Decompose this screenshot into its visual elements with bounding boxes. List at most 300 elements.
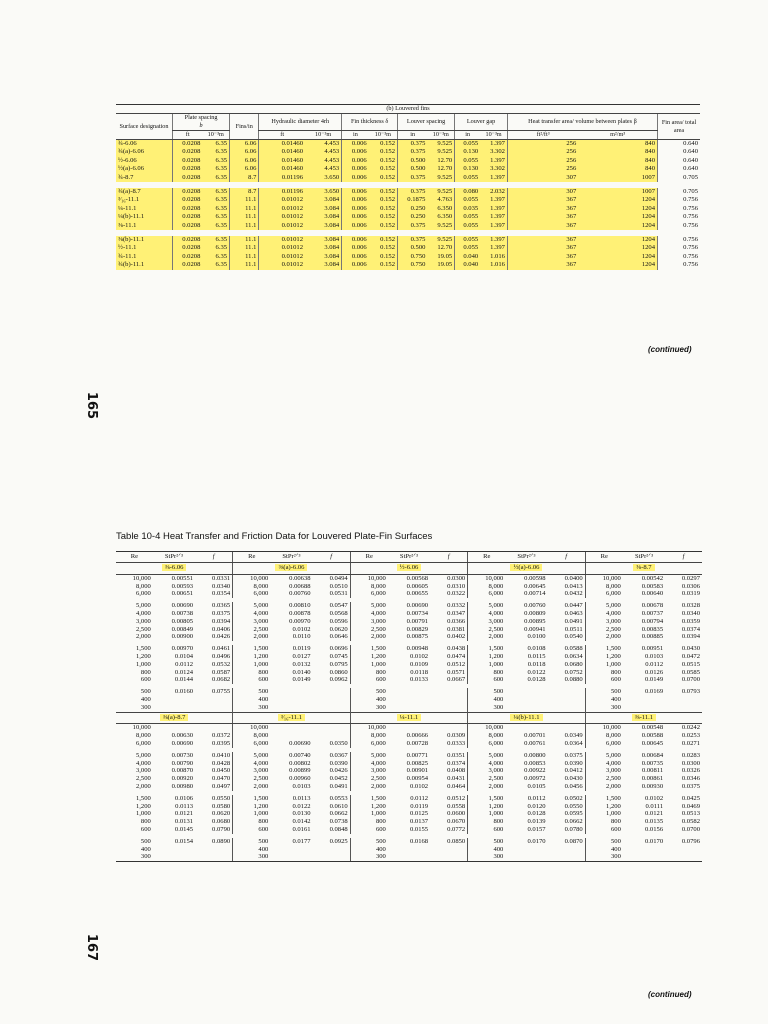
col-stpr: StPr²ᐟ³ — [505, 552, 547, 563]
f-cell: 0.0464 — [447, 782, 466, 790]
re-cell: 6,000 — [135, 590, 151, 598]
f-cell: 0.0374 — [681, 625, 700, 633]
stpr-cell: 0.00678 — [641, 602, 664, 610]
table-cell: 9.525 — [427, 140, 454, 149]
re-cell: 400 — [350, 696, 388, 704]
stpr-cell: 0.0154 — [174, 837, 194, 845]
re-cell: 1,000 — [585, 661, 623, 669]
col-heat-transfer-area: Heat transfer area/ volume between plates β — [507, 114, 657, 131]
stpr-cell — [505, 724, 547, 732]
re-cell: 400 — [468, 846, 506, 854]
table-cell: 6.35 — [202, 140, 229, 149]
stpr-cell — [270, 688, 312, 696]
geometry-table-body — [116, 140, 700, 270]
f-cell: 0.0430 — [681, 645, 700, 653]
table-cell: 0.152 — [369, 261, 398, 269]
re-cell: 800 — [350, 669, 388, 677]
table-cell: 0.756 — [658, 196, 701, 204]
re-cell: 400 — [585, 696, 623, 704]
table-cell: 6.35 — [202, 222, 229, 230]
page-number: 167 — [84, 933, 100, 962]
f-cell: 0.0322 — [447, 590, 466, 598]
stpr-cell: 0.00690 — [171, 602, 194, 610]
re-cell: 800 — [233, 669, 271, 677]
stpr-cell: 0.00972 — [524, 775, 546, 783]
stpr-cell: 0.00551 — [171, 574, 194, 582]
re-cell: 2,000 — [350, 633, 388, 641]
stpr-cell: 0.00870 — [171, 767, 194, 775]
table-cell: 6.35 — [202, 205, 229, 213]
f-cell: 0.0588 — [564, 645, 583, 653]
stpr-cell: 0.0103 — [292, 782, 311, 790]
f-cell: 0.0532 — [212, 660, 231, 668]
table-cell: 0.152 — [369, 244, 398, 252]
table-row — [116, 846, 702, 854]
re-cell: 600 — [140, 825, 151, 833]
re-cell: 2,500 — [468, 626, 506, 634]
table-cell: 0.01012 — [259, 205, 305, 213]
f-cell: 0.0796 — [681, 837, 700, 845]
stpr-cell: 0.0103 — [644, 652, 664, 660]
f-cell: 0.0390 — [564, 759, 583, 767]
stpr-cell: 0.00895 — [524, 617, 546, 625]
stpr-cell: 0.00738 — [171, 609, 194, 617]
table-cell: 3.084 — [305, 261, 342, 269]
friction-table-body — [116, 563, 702, 862]
table-cell: 0.250 — [398, 213, 428, 221]
surface-designation: ½(a)-6.06 — [116, 165, 173, 173]
f-cell: 0.0450 — [212, 767, 231, 775]
table-cell: 0.640 — [658, 148, 701, 156]
stpr-cell: 0.00951 — [641, 645, 664, 653]
stpr-cell: 0.00690 — [406, 602, 429, 610]
f-cell: 0.0426 — [212, 633, 231, 641]
re-cell: 8,000 — [350, 732, 388, 740]
table-row — [116, 645, 702, 653]
table-cell: 367 — [507, 236, 578, 244]
surface-designation: ¾-6.06 — [116, 140, 173, 149]
table-cell: 840 — [578, 148, 657, 156]
table-cell: 0.01012 — [259, 196, 305, 204]
f-cell — [313, 724, 351, 732]
table-row — [116, 261, 700, 269]
f-cell: 0.0359 — [681, 617, 700, 625]
re-cell: 400 — [468, 696, 506, 704]
f-cell: 0.0620 — [329, 625, 348, 633]
surface-label-text: ⅜-11.1 — [632, 714, 656, 721]
table-cell: 6.35 — [202, 253, 229, 261]
table-cell: 0.01012 — [259, 213, 305, 221]
table-cell: 0.055 — [455, 140, 481, 149]
f-cell: 0.0494 — [329, 574, 348, 582]
re-cell: 400 — [350, 846, 388, 854]
stpr-cell — [388, 704, 430, 712]
stpr-cell: 0.0160 — [174, 688, 194, 696]
surface-designation: ¾(a)-6.06 — [116, 148, 173, 156]
table-row — [116, 590, 702, 598]
table-cell: 367 — [507, 205, 578, 213]
table-cell: 0.130 — [455, 148, 481, 156]
table-cell: 0.152 — [369, 236, 398, 244]
table-row — [116, 583, 702, 591]
f-cell: 0.0242 — [681, 724, 700, 732]
re-cell: 5,000 — [468, 602, 506, 610]
table-cell: 0.01196 — [259, 174, 305, 182]
table-cell: 0.006 — [342, 148, 369, 156]
stpr-cell — [270, 724, 312, 732]
stpr-cell: 0.00802 — [289, 759, 311, 767]
f-cell: 0.0738 — [329, 818, 348, 826]
table-cell: 6.35 — [202, 157, 229, 165]
stpr-cell: 0.0169 — [644, 688, 664, 696]
table-row — [116, 810, 702, 818]
re-cell: 800 — [140, 668, 151, 676]
surface-label-text: ¼-11.1 — [397, 714, 421, 721]
table-cell: 0.006 — [342, 205, 369, 213]
louvered-fins-geometry-table — [116, 104, 700, 270]
table-row — [116, 826, 702, 834]
stpr-cell: 0.00730 — [171, 751, 194, 759]
table-cell: 0.756 — [658, 213, 701, 221]
table-title: Table 10-4 Heat Transfer and Friction Data for Louvered Plate-Fin Surfaces — [116, 531, 433, 542]
stpr-cell: 0.00920 — [171, 775, 194, 783]
table-cell: 0.006 — [342, 188, 369, 196]
stpr-cell — [270, 732, 312, 740]
stpr-cell: 0.0104 — [174, 652, 194, 660]
f-cell: 0.0491 — [329, 782, 348, 790]
stpr-cell: 0.0113 — [175, 802, 194, 810]
stpr-cell: 0.0177 — [292, 837, 311, 845]
surface-label-text: ½(a)-6.06 — [510, 564, 542, 571]
re-cell: 5,000 — [135, 602, 151, 610]
re-cell: 400 — [140, 695, 151, 703]
stpr-cell: 0.0161 — [292, 825, 311, 833]
stpr-cell: 0.0130 — [292, 810, 311, 818]
stpr-cell: 0.0102 — [292, 625, 311, 633]
re-cell: 6,000 — [135, 739, 151, 747]
f-cell: 0.0375 — [212, 609, 231, 617]
table-cell: 256 — [507, 148, 578, 156]
table-cell: 0.035 — [455, 205, 481, 213]
table-cell: 0.1875 — [398, 196, 428, 204]
stpr-cell: 0.00640 — [641, 590, 664, 598]
re-cell: 8,000 — [233, 732, 271, 740]
stpr-cell: 0.0168 — [409, 837, 429, 845]
table-cell: 0.0208 — [173, 188, 203, 196]
stpr-cell: 0.00645 — [524, 582, 546, 590]
stpr-cell: 0.00899 — [289, 767, 311, 775]
re-cell: 10,000 — [585, 574, 623, 582]
re-cell: 5,000 — [135, 751, 151, 759]
re-cell: 800 — [585, 818, 623, 826]
re-cell: 1,500 — [135, 794, 151, 802]
table-row — [116, 818, 702, 826]
table-cell: 0.500 — [398, 244, 428, 252]
stpr-cell: 0.0142 — [292, 818, 311, 826]
surface-designation: ¼-11.1 — [116, 205, 173, 213]
f-cell: 0.0553 — [329, 794, 348, 802]
table-cell: 307 — [507, 188, 578, 196]
stpr-cell — [505, 853, 547, 861]
unit-in: in — [398, 131, 428, 140]
re-cell: 600 — [350, 826, 388, 834]
table-cell: 1.397 — [480, 196, 507, 204]
table-cell: 0.375 — [398, 148, 428, 156]
stpr-cell: 0.00875 — [406, 633, 429, 641]
f-cell: 0.0297 — [681, 574, 700, 582]
table-cell: 0.152 — [369, 140, 398, 149]
stpr-cell: 0.00598 — [524, 574, 546, 582]
table-cell: 0.375 — [398, 188, 428, 196]
stpr-cell: 0.0145 — [174, 825, 194, 833]
col-louver-gap: Louver gap — [455, 114, 508, 131]
re-cell: 3,000 — [350, 767, 388, 775]
re-cell: 500 — [233, 688, 271, 696]
table-cell: 0.006 — [342, 253, 369, 261]
stpr-cell — [388, 688, 430, 696]
col-fin-area: Fin area/ total area — [658, 114, 701, 140]
table-cell: 0.375 — [398, 140, 428, 149]
table-cell: 0.006 — [342, 165, 369, 173]
re-cell: 5,000 — [350, 752, 388, 760]
f-cell: 0.0587 — [212, 668, 231, 676]
table-cell: 0.006 — [342, 222, 369, 230]
f-cell: 0.0375 — [681, 782, 700, 790]
stpr-cell: 0.0102 — [409, 782, 429, 790]
surface-designation: ⅜-11.1 — [116, 222, 173, 230]
f-cell: 0.0550 — [212, 794, 231, 802]
re-cell: 10,000 — [585, 724, 623, 732]
surface-designation: ¾-8.7 — [116, 174, 173, 182]
re-cell: 2,000 — [135, 633, 151, 641]
stpr-cell — [505, 696, 547, 704]
f-cell: 0.0755 — [212, 688, 231, 696]
f-cell — [665, 696, 702, 704]
stpr-cell — [270, 846, 312, 854]
f-cell: 0.0470 — [212, 775, 231, 783]
table-cell: 0.500 — [398, 157, 428, 165]
stpr-cell: 0.00853 — [524, 759, 546, 767]
continued-note: (continued) — [648, 990, 692, 999]
table-cell: 3.084 — [305, 253, 342, 261]
table-cell: 6.35 — [202, 188, 229, 196]
re-cell: 300 — [585, 853, 623, 861]
stpr-cell — [623, 846, 665, 854]
table-cell: 367 — [507, 222, 578, 230]
table-row — [116, 140, 700, 149]
col-re: Re — [468, 552, 506, 563]
f-cell: 0.0309 — [447, 732, 466, 740]
re-cell: 1,500 — [468, 645, 506, 653]
f-cell: 0.0511 — [564, 625, 583, 633]
f-cell: 0.0696 — [329, 645, 348, 653]
col-hydraulic-diameter: Hydraulic diameter 4rh — [259, 114, 342, 131]
f-cell: 0.0381 — [447, 625, 466, 633]
f-cell: 0.0390 — [329, 759, 348, 767]
surface-label-text: ½-6.06 — [397, 564, 422, 571]
re-cell: 600 — [585, 676, 623, 684]
re-cell: 2,000 — [468, 783, 506, 791]
f-cell: 0.0469 — [681, 802, 700, 810]
f-cell: 0.0452 — [329, 775, 348, 783]
table-cell: 0.0208 — [173, 140, 203, 149]
stpr-cell: 0.00688 — [289, 582, 311, 590]
table-cell: 0.01012 — [259, 244, 305, 252]
table-cell: 0.006 — [342, 157, 369, 165]
stpr-cell: 0.00861 — [641, 775, 664, 783]
table-cell: 6.35 — [202, 261, 229, 269]
re-cell: 600 — [585, 826, 623, 834]
table-cell: 1.016 — [480, 261, 507, 269]
table-cell: 1.397 — [480, 222, 507, 230]
table-row — [116, 205, 700, 213]
f-cell: 0.0497 — [212, 782, 231, 790]
f-cell: 0.0319 — [681, 590, 700, 598]
stpr-cell: 0.00666 — [406, 732, 429, 740]
f-cell — [313, 696, 351, 704]
stpr-cell: 0.0124 — [174, 668, 194, 676]
stpr-cell — [153, 704, 195, 712]
table-cell: 1204 — [578, 196, 657, 204]
re-cell: 1,000 — [585, 810, 623, 818]
stpr-cell: 0.0170 — [527, 837, 546, 845]
surface-designation: ¼(b)-11.1 — [116, 213, 173, 221]
f-cell — [665, 853, 702, 861]
table-cell: 1204 — [578, 205, 657, 213]
f-cell: 0.0880 — [564, 676, 583, 684]
table-cell: 11.1 — [230, 236, 259, 244]
f-cell — [548, 846, 586, 854]
stpr-cell: 0.00638 — [289, 574, 311, 582]
col-f: f — [195, 552, 233, 563]
table-cell: 9.525 — [427, 174, 454, 182]
re-cell: 2,000 — [233, 783, 271, 791]
f-cell: 0.0752 — [564, 668, 583, 676]
re-cell: 300 — [233, 704, 271, 712]
table-cell: 0.040 — [455, 261, 481, 269]
surface-label — [468, 563, 586, 575]
re-cell: 6,000 — [233, 590, 271, 598]
table-cell: 1204 — [578, 236, 657, 244]
stpr-cell: 0.00970 — [171, 645, 194, 653]
stpr-cell: 0.00701 — [524, 732, 546, 740]
re-cell: 2,500 — [233, 775, 271, 783]
re-cell: 4,000 — [585, 610, 623, 618]
re-cell: 8,000 — [585, 732, 623, 740]
table-cell: 0.152 — [369, 222, 398, 230]
re-cell: 5,000 — [585, 752, 623, 760]
unit-in: in — [342, 131, 369, 140]
f-cell: 0.0394 — [681, 633, 700, 641]
stpr-cell: 0.00690 — [289, 739, 311, 747]
stpr-cell: 0.00740 — [289, 751, 311, 759]
table-row — [116, 148, 700, 156]
re-cell: 1,200 — [135, 802, 151, 810]
f-cell: 0.0795 — [329, 660, 348, 668]
f-cell: 0.0610 — [329, 802, 348, 810]
f-cell: 0.0402 — [447, 633, 466, 641]
f-cell: 0.0680 — [564, 660, 583, 668]
re-cell: 2,500 — [233, 626, 271, 634]
f-cell — [665, 704, 702, 712]
f-cell: 0.0547 — [329, 602, 348, 610]
table-cell: 9.525 — [427, 148, 454, 156]
f-cell: 0.0350 — [329, 739, 348, 747]
re-cell: 1,500 — [135, 645, 151, 653]
table-row — [116, 653, 702, 661]
stpr-cell — [270, 853, 312, 861]
stpr-cell: 0.00734 — [406, 609, 429, 617]
f-cell: 0.0364 — [564, 739, 583, 747]
re-cell: 500 — [233, 838, 271, 846]
table-row — [116, 222, 700, 230]
stpr-cell: 0.0149 — [644, 676, 664, 684]
re-cell: 300 — [350, 853, 388, 861]
f-cell — [548, 724, 586, 732]
table-row — [116, 253, 700, 261]
table-cell: 6.06 — [230, 165, 259, 173]
stpr-cell: 0.0128 — [527, 676, 546, 684]
stpr-cell — [153, 724, 195, 732]
stpr-cell: 0.0133 — [409, 676, 429, 684]
f-cell: 0.0600 — [447, 810, 466, 818]
f-cell: 0.0372 — [212, 732, 231, 740]
surface-label — [585, 563, 702, 575]
stpr-cell: 0.00771 — [406, 751, 429, 759]
table-cell: 256 — [507, 165, 578, 173]
unit-mm: 10⁻³m — [480, 131, 507, 140]
table-row — [116, 752, 702, 760]
re-cell: 400 — [585, 846, 623, 854]
f-cell: 0.0568 — [329, 609, 348, 617]
stpr-cell: 0.00922 — [524, 767, 546, 775]
table-cell: 0.756 — [658, 205, 701, 213]
stpr-cell: 0.0113 — [292, 794, 311, 802]
f-cell: 0.0310 — [447, 582, 466, 590]
f-cell: 0.0662 — [564, 818, 583, 826]
f-cell: 0.0428 — [212, 759, 231, 767]
f-cell — [313, 853, 351, 861]
stpr-cell: 0.00948 — [406, 645, 429, 653]
stpr-cell: 0.00980 — [171, 782, 194, 790]
col-re: Re — [233, 552, 271, 563]
re-cell: 2,500 — [585, 775, 623, 783]
table-cell: 0.500 — [398, 165, 428, 173]
re-cell: 500 — [585, 688, 623, 696]
stpr-cell: 0.00941 — [524, 625, 546, 633]
stpr-cell: 0.0127 — [292, 652, 311, 660]
re-cell: 8,000 — [585, 583, 623, 591]
f-cell: 0.0890 — [212, 837, 231, 845]
table-cell: 9.525 — [427, 236, 454, 244]
re-cell: 4,000 — [468, 760, 506, 768]
f-cell: 0.0474 — [447, 652, 466, 660]
re-cell: 8,000 — [135, 582, 151, 590]
table-cell: 0.705 — [658, 188, 701, 196]
table-cell: 1007 — [578, 188, 657, 196]
col-plate-spacing: Plate spacing b — [173, 114, 230, 131]
stpr-cell: 0.0115 — [527, 652, 546, 660]
f-cell — [195, 846, 233, 854]
f-cell: 0.0512 — [447, 660, 466, 668]
unit-ft2-ft3: ft²/ft³ — [507, 131, 578, 140]
re-cell: 600 — [233, 676, 271, 684]
f-cell: 0.0496 — [212, 652, 231, 660]
f-cell — [430, 853, 468, 861]
f-cell: 0.0925 — [329, 837, 348, 845]
table-cell: 0.0208 — [173, 196, 203, 204]
stpr-cell: 0.0132 — [292, 660, 311, 668]
